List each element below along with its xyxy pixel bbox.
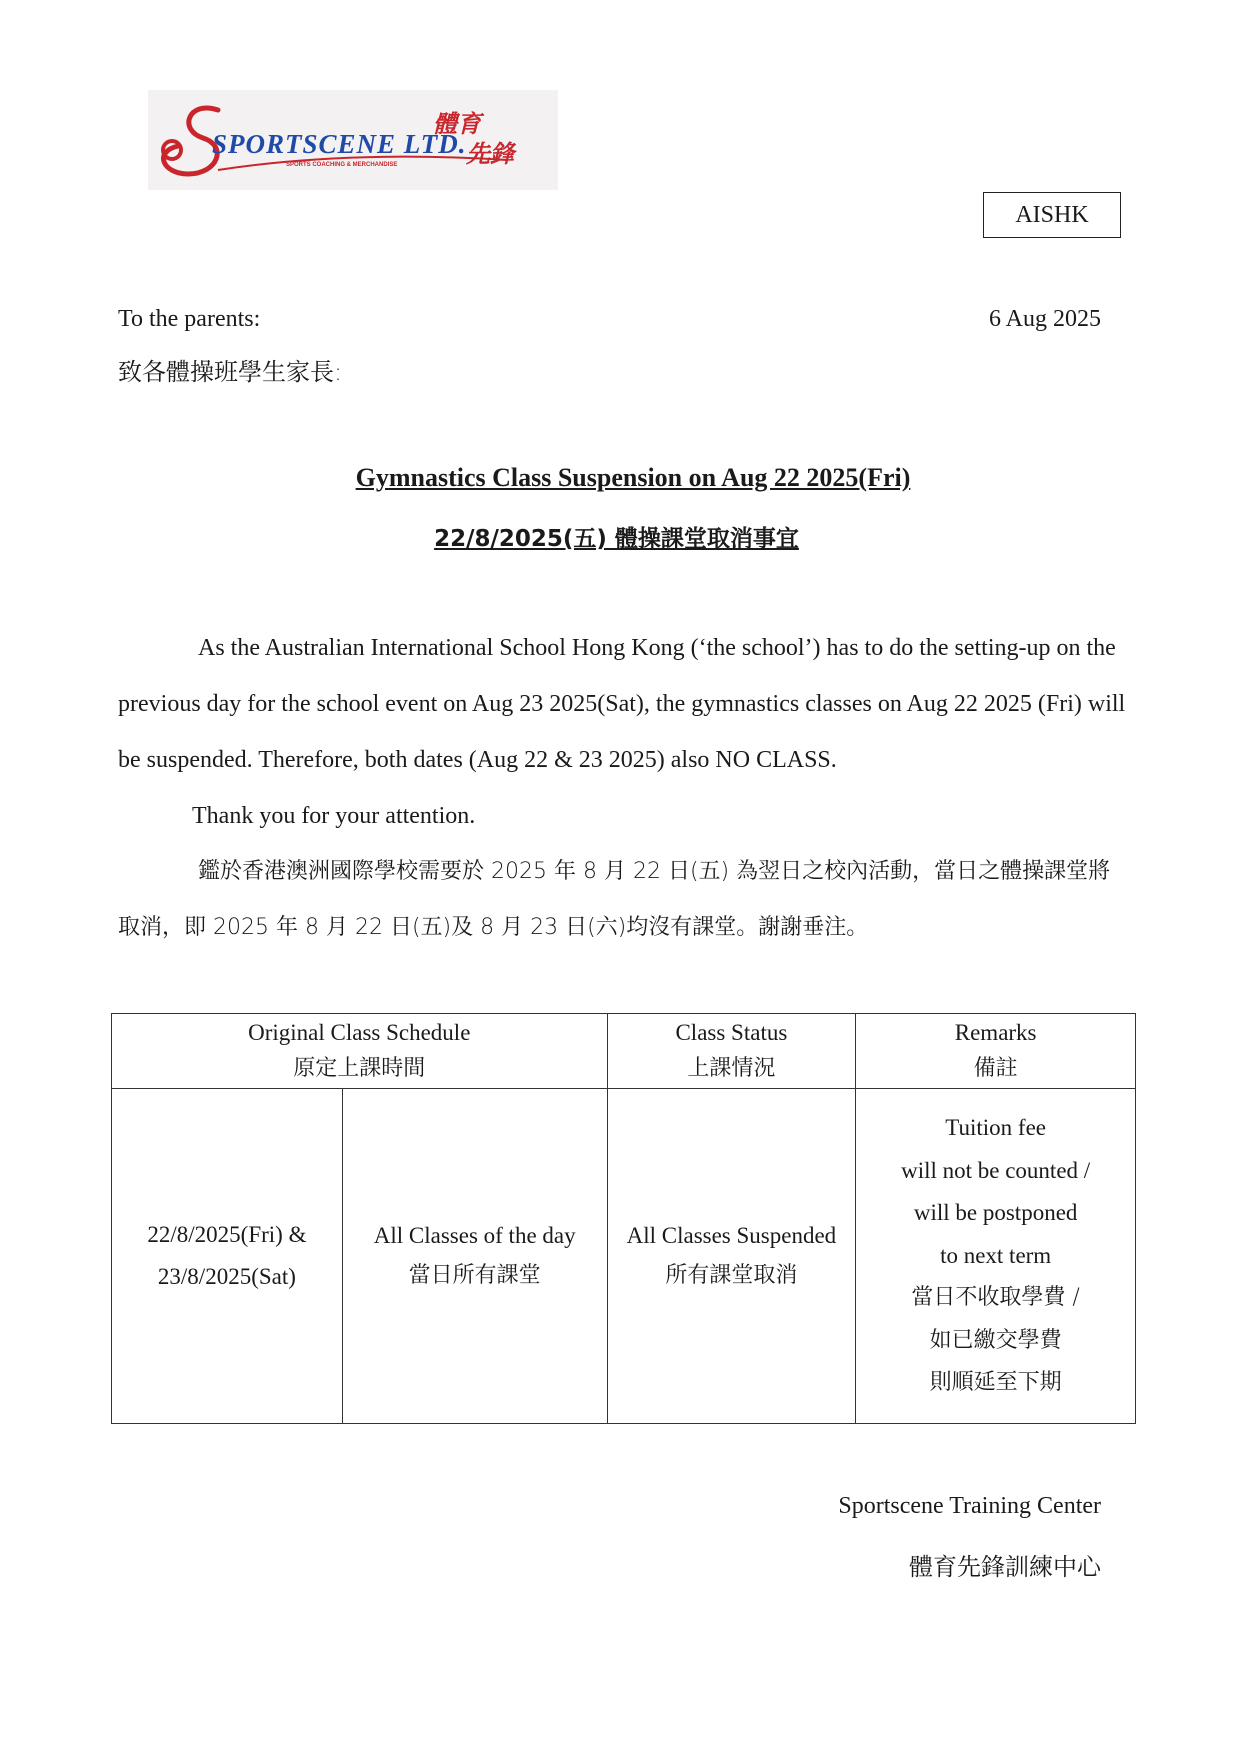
recipient-school-box: AISHK <box>983 192 1121 238</box>
status-zh: 所有課堂取消 <box>665 1263 798 1288</box>
letter-date: 6 Aug 2025 <box>988 306 1101 332</box>
remarks-line: will not be counted / <box>901 1157 1091 1183</box>
date-line-1: 22/8/2025(Fri) & <box>147 1222 307 1247</box>
header-original-schedule-zh: 原定上課時間 <box>293 1056 426 1081</box>
remarks-line: 當日不收取學費 / <box>911 1285 1080 1311</box>
classes-zh: 當日所有課堂 <box>408 1263 541 1288</box>
remarks-line: will be postponed <box>913 1200 1078 1226</box>
remarks-line: 如已繳交學費 <box>929 1327 1062 1353</box>
remarks-line: Tuition fee <box>945 1115 1046 1141</box>
cell-classes <box>342 1089 607 1424</box>
header-class-status-en: Class Status <box>675 1020 788 1045</box>
notice-title-zh: 22/8/2025(五) 體操課堂取消事宜 <box>434 526 799 552</box>
greeting-zh: 致各體操班學生家長: <box>118 358 343 386</box>
status-en: All Classes Suspended <box>626 1223 837 1248</box>
header-remarks <box>856 1014 1136 1089</box>
header-remarks-en: Remarks <box>954 1020 1037 1045</box>
company-logo <box>148 90 558 190</box>
table-row <box>112 1089 1136 1424</box>
signature-en: Sportscene Training Center <box>838 1493 1101 1519</box>
table-header-row <box>112 1014 1136 1089</box>
logo-chinese-bottom: 先鋒 <box>466 140 514 168</box>
cell-status <box>607 1089 856 1424</box>
date-line-2: 23/8/2025(Sat) <box>157 1264 296 1289</box>
thanks-text: Thank you for your attention. <box>192 803 476 829</box>
header-class-status-zh: 上課情況 <box>687 1056 776 1081</box>
schedule-table <box>111 1013 1136 1424</box>
notice-body-en: As the Australian International School Hong Kong (‘the school’) has to do the setting-up on the previous day for the school event on Aug 23 2025(Sat), the gymnastics classes on Aug 22 2025 (Fri) will be suspended. Therefore, both dates (Aug 22 & 23 2025) also NO CLASS. <box>118 635 1126 773</box>
cell-dates <box>112 1089 343 1424</box>
logo-brand-text: SPORTSCENE LTD. <box>212 129 467 159</box>
notice-body-zh: 鑑於香港澳洲國際學校需要於 2025 年 8 月 22 日(五) 為翌日之校內活動，當日之體操課堂將取消，即 2025 年 8 月 22 日(五)及 8 月 23 日(六)均沒有課堂。謝謝垂注。 <box>118 859 1111 940</box>
remarks-line: to next term <box>940 1242 1052 1268</box>
header-original-schedule-en: Original Class Schedule <box>248 1020 471 1045</box>
cell-remarks <box>856 1089 1136 1424</box>
header-original-schedule <box>112 1014 608 1089</box>
classes-en: All Classes of the day <box>373 1223 576 1248</box>
sportscene-logo-graphic <box>148 90 558 190</box>
header-class-status <box>607 1014 856 1089</box>
signature-zh: 體育先鋒訓練中心 <box>909 1553 1101 1581</box>
logo-tagline-text: SPORTS COACHING & MERCHANDISE <box>286 162 398 168</box>
notice-title-en: Gymnastics Class Suspension on Aug 22 2025(Fri) <box>355 463 911 492</box>
greeting-en: To the parents: <box>118 306 261 332</box>
remarks-line: 則順延至下期 <box>929 1370 1062 1396</box>
logo-chinese-top: 體育 <box>433 110 481 138</box>
header-remarks-zh: 備註 <box>973 1056 1018 1081</box>
